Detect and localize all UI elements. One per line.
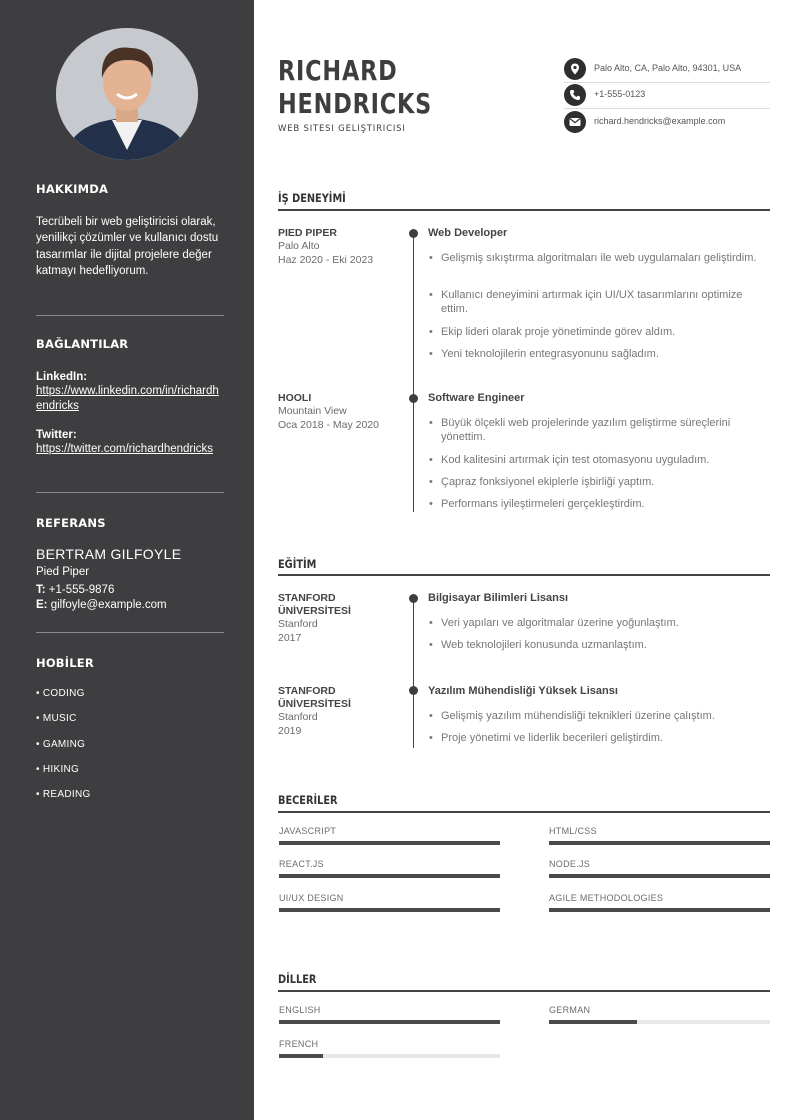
section-divider <box>278 990 770 992</box>
skill-bar <box>279 841 500 845</box>
timeline-dot <box>409 686 418 695</box>
language-bar-fill <box>279 1054 323 1058</box>
skill-bar <box>549 908 770 912</box>
name-heading <box>278 54 432 120</box>
skill-bar-fill <box>279 841 500 845</box>
timeline-dot <box>409 394 418 403</box>
school-name: STANFORD ÜNİVERSİTESİ <box>278 592 351 617</box>
section-divider <box>278 574 770 576</box>
contact-email-text: richard.hendricks@example.com <box>594 116 726 126</box>
language-bar <box>549 1020 770 1024</box>
language-bar <box>279 1054 500 1058</box>
sidebar-divider <box>36 632 224 633</box>
skill-name: AGILE METHODOLOGIES <box>549 893 664 903</box>
education-timeline <box>413 597 414 748</box>
name-line-first: RICHARD <box>278 54 398 87</box>
job-bullet: • Yeni teknolojilerin entegrasyonunu sağladım. <box>428 347 770 361</box>
skill-bar-fill <box>549 841 770 845</box>
skill-name: HTML/CSS <box>549 826 597 836</box>
employment-dates: Haz 2020 - Eki 2023 <box>278 254 374 266</box>
language-name: FRENCH <box>279 1039 319 1049</box>
school-location: Stanford <box>278 618 318 630</box>
job-bullet: • Kod kalitesini artırmak için test otomasyonu uyguladım. <box>428 453 770 467</box>
school-location: Stanford <box>278 711 318 723</box>
sidebar-divider <box>36 315 224 316</box>
link-linkedin-label: LinkedIn: <box>36 371 88 383</box>
hobby-item: • MUSIC <box>36 713 77 724</box>
contact-email <box>564 110 770 136</box>
skill-item <box>279 893 500 903</box>
experience-timeline <box>413 232 414 512</box>
about-heading: HAKKIMDA <box>36 182 109 196</box>
skill-name: REACT.JS <box>279 859 324 869</box>
about-text: Tecrübeli bir web geliştiricisi olarak, yenilikçi çözümler ve kullanıcı dostu tasarımlar ile dijital projelere değer katmayı hedefliyorum. <box>36 216 219 277</box>
section-divider <box>278 209 770 211</box>
job-bullet: • Performans iyileştirmeleri gerçekleştirdim. <box>428 497 770 511</box>
experience-heading: İŞ DENEYİMİ <box>278 191 346 205</box>
name-line-last: HENDRICKS <box>278 87 433 120</box>
reference-company: Pied Piper <box>36 566 90 578</box>
skill-item <box>279 826 500 836</box>
skill-name: NODE.JS <box>549 859 591 869</box>
skill-bar-fill <box>549 908 770 912</box>
employment-dates: Oca 2018 - May 2020 <box>278 419 379 431</box>
hobby-item: • CODING <box>36 688 85 699</box>
school-name: STANFORD ÜNİVERSİTESİ <box>278 685 351 710</box>
graduation-year: 2019 <box>278 725 302 737</box>
language-bar-fill <box>549 1020 637 1024</box>
reference-name: BERTRAM GILFOYLE <box>36 546 182 562</box>
timeline-dot <box>409 594 418 603</box>
education-heading: EĞİTİM <box>278 557 317 571</box>
job-bullet: • Gelişmiş sıkıştırma algoritmaları ile web uygulamaları geliştirdim. <box>428 251 770 265</box>
map-pin-icon <box>564 58 586 80</box>
graduation-year: 2017 <box>278 632 302 644</box>
job-bullet: • Çapraz fonksiyonel ekiplerle işbirliği yaptım. <box>428 475 770 489</box>
degree-name: Yazılım Mühendisliği Yüksek Lisansı <box>428 685 618 697</box>
company-location: Mountain View <box>278 405 347 417</box>
reference-email <box>36 599 167 611</box>
skills-heading: BECERİLER <box>278 793 338 807</box>
contact-address-text: Palo Alto, CA, Palo Alto, 94301, USA <box>594 63 742 73</box>
job-role: Web Developer <box>428 227 508 239</box>
skill-bar-fill <box>279 874 500 878</box>
timeline-dot <box>409 229 418 238</box>
skill-item <box>549 859 770 869</box>
reference-email-label: E: <box>36 599 48 611</box>
contact-phone-text: +1-555-0123 <box>594 89 646 99</box>
language-bar <box>279 1020 500 1024</box>
language-item <box>279 1039 500 1049</box>
hobbies-heading: HOBİLER <box>36 656 94 670</box>
skill-item <box>549 826 770 836</box>
link-linkedin <box>36 371 220 414</box>
job-bullet: • Kullanıcı deneyimini artırmak için UI/UX tasarımlarını optimize ettim. <box>428 288 770 316</box>
job-bullet: • Ekip lideri olarak proje yönetiminde görev aldım. <box>428 325 770 339</box>
link-twitter <box>36 429 220 457</box>
company-location: Palo Alto <box>278 240 320 252</box>
languages-heading: DİLLER <box>278 972 317 986</box>
skill-name: UI/UX DESIGN <box>279 893 344 903</box>
skill-item <box>279 859 500 869</box>
reference-phone-value: +1-555-9876 <box>48 584 115 596</box>
education-bullet: • Veri yapıları ve algoritmalar üzerine yoğunlaştım. <box>428 616 770 630</box>
sidebar <box>0 0 254 1120</box>
language-name: GERMAN <box>549 1005 591 1015</box>
skill-bar <box>279 874 500 878</box>
company-name: HOOLI <box>278 392 312 404</box>
language-item <box>279 1005 500 1015</box>
education-bullet: • Web teknolojileri konusunda uzmanlaştım. <box>428 638 770 652</box>
skill-bar-fill <box>549 874 770 878</box>
language-name: ENGLISH <box>279 1005 321 1015</box>
skill-bar <box>549 874 770 878</box>
skill-bar-fill <box>279 908 500 912</box>
skill-bar <box>549 841 770 845</box>
contact-address <box>564 57 770 83</box>
link-linkedin-url[interactable]: https://www.linkedin.com/in/richardhendricks <box>36 385 219 412</box>
mail-icon <box>564 111 586 133</box>
language-bar-fill <box>279 1020 500 1024</box>
language-item <box>549 1005 770 1015</box>
education-bullet: • Proje yönetimi ve liderlik becerileri geliştirdim. <box>428 731 770 745</box>
education-bullet: • Gelişmiş yazılım mühendisliği teknikleri üzerine çalıştım. <box>428 709 770 723</box>
hobby-item: • GAMING <box>36 739 86 750</box>
job-title: WEB SITESI GELIŞTIRICISI <box>278 124 406 134</box>
degree-name: Bilgisayar Bilimleri Lisansı <box>428 592 569 604</box>
skill-bar <box>279 908 500 912</box>
phone-icon <box>564 84 586 106</box>
section-divider <box>278 811 770 813</box>
link-twitter-label: Twitter: <box>36 429 77 441</box>
hobby-item: • READING <box>36 789 91 800</box>
reference-email-value: gilfoyle@example.com <box>50 599 167 611</box>
profile-photo <box>56 28 198 160</box>
avatar <box>56 28 198 160</box>
hobby-item: • HIKING <box>36 764 80 775</box>
skill-name: JAVASCRIPT <box>279 826 337 836</box>
company-name: PIED PIPER <box>278 227 337 239</box>
skill-item <box>549 893 770 903</box>
reference-phone-label: T: <box>36 584 46 596</box>
reference-heading: REFERANS <box>36 516 106 530</box>
job-bullet: • Büyük ölçekli web projelerinde yazılım geliştirme süreçlerini yönettim. <box>428 416 770 444</box>
contact-phone <box>564 83 770 109</box>
links-heading: BAĞLANTILAR <box>36 337 129 351</box>
sidebar-divider <box>36 492 224 493</box>
reference-phone <box>36 584 114 596</box>
link-twitter-url[interactable]: https://twitter.com/richardhendricks <box>36 443 214 455</box>
job-role: Software Engineer <box>428 392 525 404</box>
